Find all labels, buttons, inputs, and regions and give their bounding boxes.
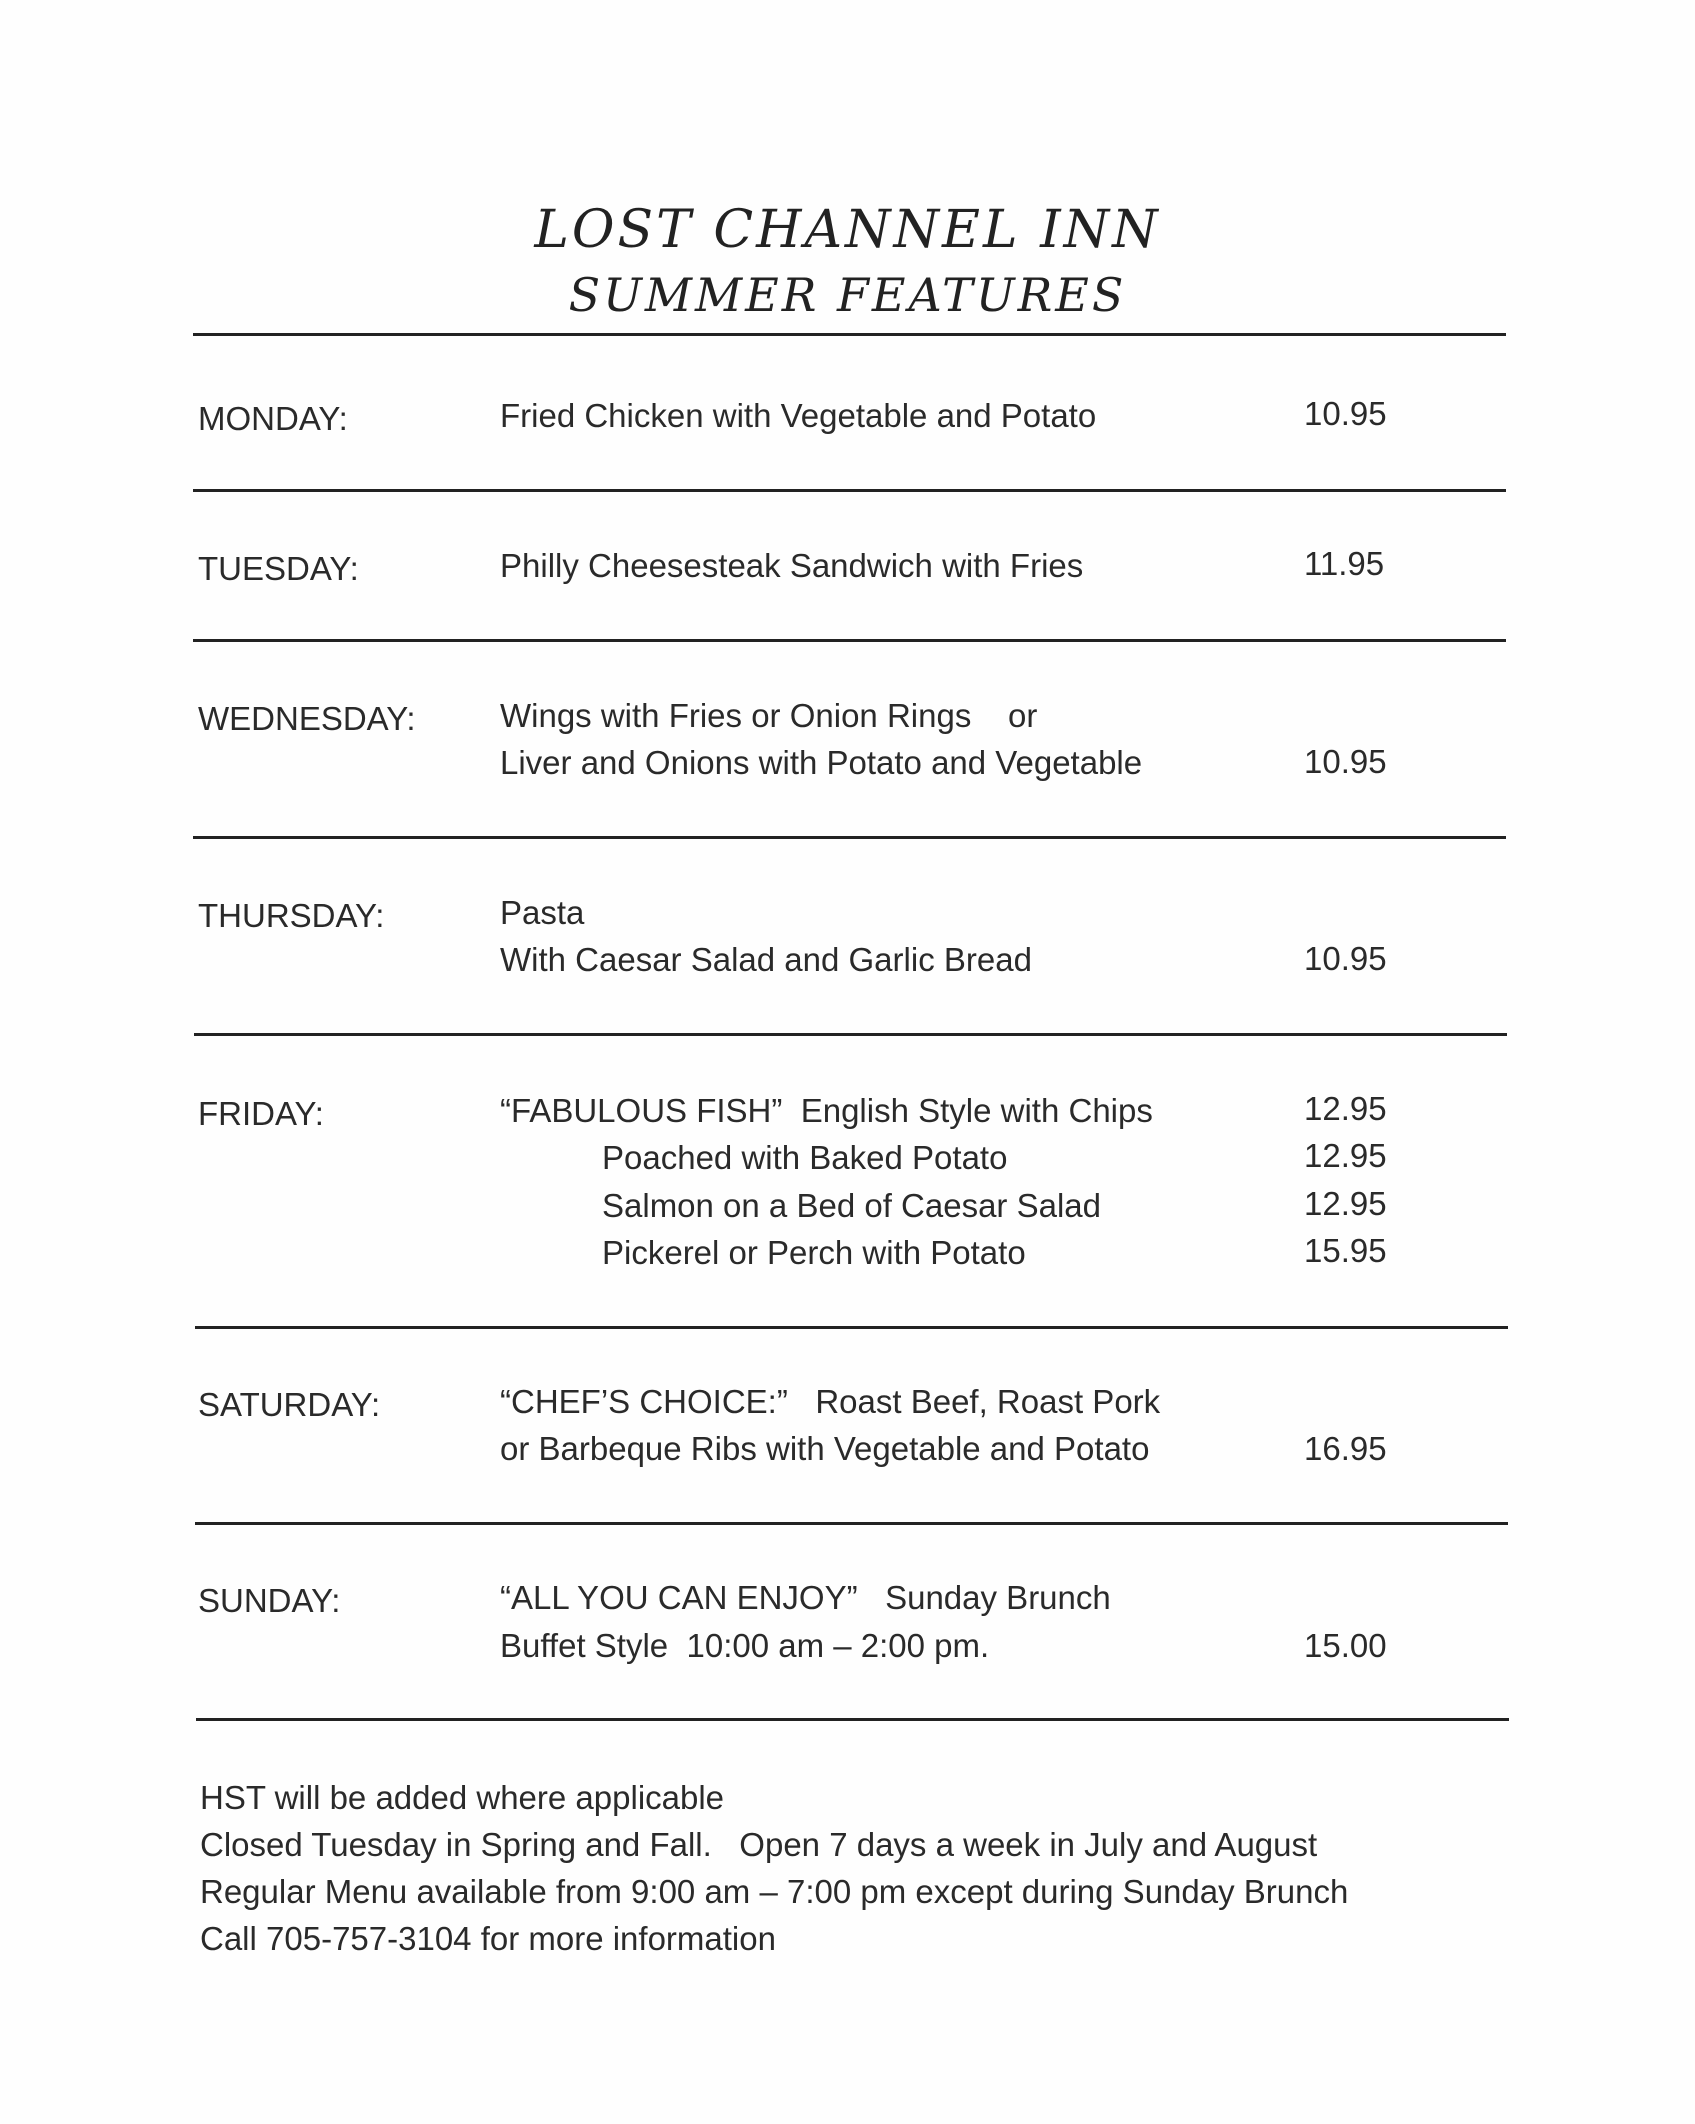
day-label-thursday: THURSDAY: xyxy=(198,897,385,934)
day-label-saturday: SATURDAY: xyxy=(198,1386,381,1423)
price-wednesday: 10.95 xyxy=(1304,743,1387,780)
menu-item-monday: Fried Chicken with Vegetable and Potato xyxy=(500,397,1097,434)
hours-note: Closed Tuesday in Spring and Fall. Open 7 days a week in July and August xyxy=(200,1826,1318,1863)
day-label-wednesday: WEDNESDAY: xyxy=(198,700,416,737)
price-saturday: 16.95 xyxy=(1304,1430,1387,1467)
divider-rule xyxy=(193,639,1506,642)
divider-rule xyxy=(196,1718,1509,1721)
menu-subtitle: SUMMER FEATURES xyxy=(568,268,1127,322)
menu-item-sunday-line2: Buffet Style 10:00 am – 2:00 pm. xyxy=(500,1627,990,1664)
menu-item-friday: Poached with Baked Potato xyxy=(602,1139,1008,1176)
menu-item-thursday-line2: With Caesar Salad and Garlic Bread xyxy=(500,941,1032,978)
price-friday: 12.95 xyxy=(1304,1137,1387,1174)
menu-item-thursday-line1: Pasta xyxy=(500,894,585,931)
menu-item-tuesday: Philly Cheesesteak Sandwich with Fries xyxy=(500,547,1084,584)
divider-rule xyxy=(193,489,1506,492)
menu-item-sunday-line1: “ALL YOU CAN ENJOY” Sunday Brunch xyxy=(500,1579,1111,1616)
divider-rule xyxy=(195,1326,1508,1329)
price-tuesday: 11.95 xyxy=(1304,545,1385,582)
day-label-monday: MONDAY: xyxy=(198,400,348,437)
menu-item-wednesday-line1: Wings with Fries or Onion Rings or xyxy=(500,697,1038,734)
price-friday: 12.95 xyxy=(1304,1185,1387,1222)
price-friday: 15.95 xyxy=(1304,1232,1387,1269)
day-label-friday: FRIDAY: xyxy=(198,1095,324,1132)
divider-rule xyxy=(195,1522,1508,1525)
tax-note: HST will be added where applicable xyxy=(200,1779,725,1816)
contact-note: Call 705-757-3104 for more information xyxy=(200,1920,776,1957)
menu-item-saturday-line2: or Barbeque Ribs with Vegetable and Potato xyxy=(500,1430,1150,1467)
menu-item-friday: Pickerel or Perch with Potato xyxy=(602,1234,1026,1271)
price-sunday: 15.00 xyxy=(1304,1627,1387,1664)
day-label-sunday: SUNDAY: xyxy=(198,1582,341,1619)
restaurant-title: LOST CHANNEL INN xyxy=(534,200,1161,260)
price-friday: 12.95 xyxy=(1304,1090,1387,1127)
day-label-tuesday: TUESDAY: xyxy=(198,550,359,587)
divider-rule xyxy=(194,1033,1507,1036)
menu-item-friday: Salmon on a Bed of Caesar Salad xyxy=(602,1187,1101,1224)
regular-menu-note: Regular Menu available from 9:00 am – 7:00 pm except during Sunday Brunch xyxy=(200,1873,1349,1910)
divider-rule xyxy=(193,836,1506,839)
price-thursday: 10.95 xyxy=(1304,940,1387,977)
menu-item-saturday-line1: “CHEF’S CHOICE:” Roast Beef, Roast Pork xyxy=(500,1383,1161,1420)
divider-rule xyxy=(193,333,1506,336)
price-monday: 10.95 xyxy=(1304,395,1387,432)
menu-item-wednesday-line2: Liver and Onions with Potato and Vegetable xyxy=(500,744,1143,781)
menu-item-friday: “FABULOUS FISH” English Style with Chips xyxy=(500,1092,1153,1129)
